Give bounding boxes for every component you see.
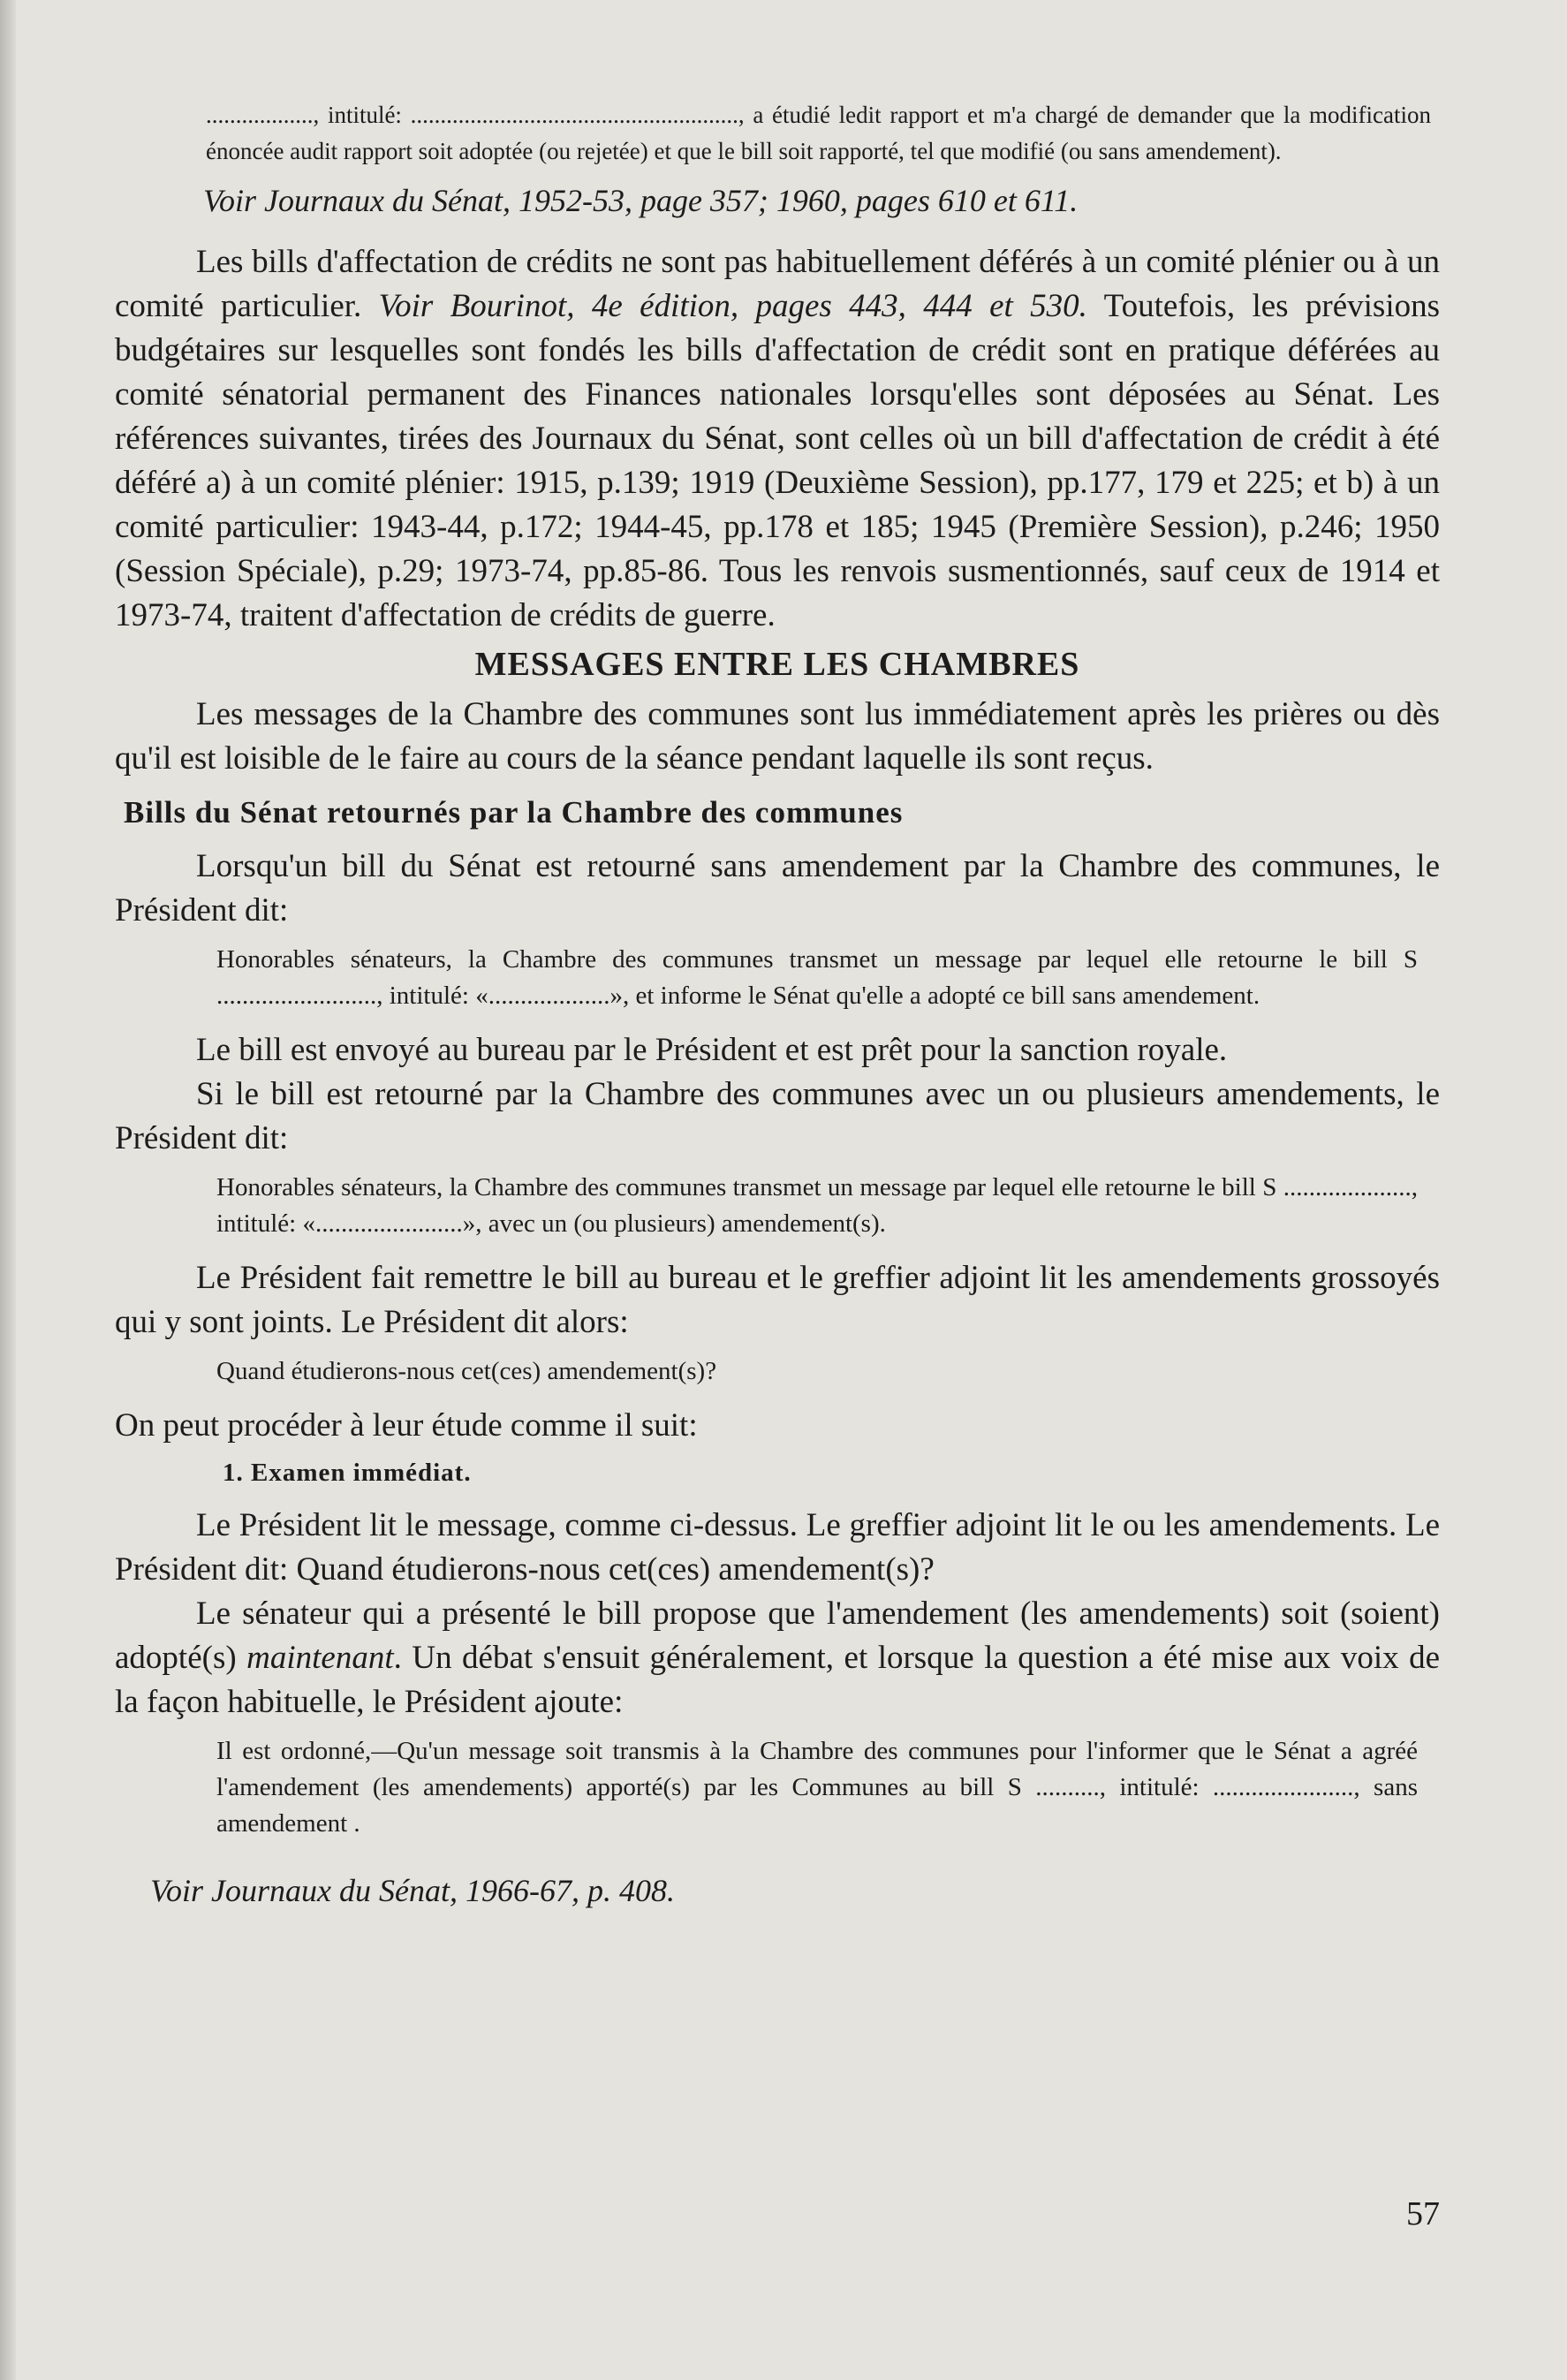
bourinot-reference: Voir Bourinot, 4e édition, pages 443, 444 et 530. — [378, 288, 1087, 324]
paragraph-procedure: On peut procéder à leur étude comme il suit: — [115, 1407, 698, 1444]
page-number: 57 — [1406, 2195, 1440, 2232]
document-page — [115, 97, 1440, 1909]
paragraph-messages-read: Les messages de la Chambre des communes sont lus immédiatement après les prières ou dès qu'il est loisible de le faire au cours de la séance pendant laquelle ils sont reçus. — [115, 696, 1440, 777]
page-spine-shadow — [0, 0, 16, 2380]
citation-journaux-2: Voir Journaux du Sénat, 1966-67, p. 408. — [150, 1873, 675, 1908]
paragraph-senator-proposes — [115, 1592, 1440, 1724]
paragraph-royal-assent: Le bill est envoyé au bureau par le Président et est prêt pour la sanction royale. — [196, 1032, 1228, 1068]
speaker-quote-with-amendments: Honorables sénateurs, la Chambre des communes transmet un message par lequel elle retourne le bill S ...................., intitulé: «.......................», avec un (ou plusieurs) amendement(s). — [216, 1173, 1418, 1238]
paragraph-senator-proposes-end: . Un débat s'ensuit généralement, et lorsque la question a été mise aux voix de la façon habituelle, le Président ajoute: — [115, 1640, 1440, 1720]
paragraph-appropriation-bills-start: Les bills d'affectation de crédits ne sont pas habituellement déférés à un comité plénier ou à un comité particulier. — [115, 244, 1440, 324]
speaker-quote-no-amendment: Honorables sénateurs, la Chambre des communes transmet un message par lequel elle retourne le bill S ........................., intitulé: «...................», et informe le Sénat qu'elle a adopté ce bill sans amendement. — [216, 945, 1418, 1010]
paragraph-clerk-reads: Le Président fait remettre le bill au bureau et le greffier adjoint lit les amendements grossoyés qui y sont joints. Le Président dit alors: — [115, 1260, 1440, 1340]
paragraph-reads-message: Le Président lit le message, comme ci-dessus. Le greffier adjoint lit le ou les amendements. Le Président dit: Quand étudierons-nous cet(ces) amendement(s)? — [115, 1507, 1440, 1588]
word-maintenant: maintenant — [246, 1640, 394, 1676]
paragraph-returned-without-amendment: Lorsqu'un bill du Sénat est retourné sans amendement par la Chambre des communes, le Président dit: — [115, 848, 1440, 929]
speaker-question: Quand étudierons-nous cet(ces) amendement(s)? — [216, 1357, 717, 1385]
paragraph-senator-proposes-start: Le sénateur qui a présenté le bill propose que l'amendement (les amendements) soit (soient) adopté(s) — [115, 1596, 1440, 1676]
citation-journaux-1: Voir Journaux du Sénat, 1952-53, page 357; 1960, pages 610 et 611. — [203, 183, 1079, 218]
paragraph-appropriation-bills-end: Toutefois, les prévisions budgétaires sur lesquelles sont fondés les bills d'affectation de crédit sont en pratique déférées au comité sénatorial permanent des Finances nationales lorsqu'elles sont déposées au Sénat. Les références suivantes, tirées des Journaux du Sénat, sont celles où un bill d'affectation de crédit à été déféré a) à un comité plénier: 1915, p.139; 1919 (Deuxième Session), pp.177, 179 et 225; et b) à un comité particulier: 1943-44, p.172; 1944-45, pp.178 et 185; 1945 (Première Session), p.246; 1950 (Session Spéciale), p.29; 1973-74, pp.85-86. Tous les renvois susmentionnés, sauf ceux de 1914 et 1973-74, traitent d'affectation de crédits de guerre. — [115, 288, 1441, 633]
report-form-text: .................., intitulé: ......................................................., a étudié ledit rapport et m'a chargé de demander que la modification énoncée audit rapport soit adoptée (ou rejetée) et que le bill soit rapporté, tel que modifié (ou sans amendement). — [206, 102, 1431, 164]
section-heading-messages: MESSAGES ENTRE LES CHAMBRES — [474, 646, 1080, 683]
paragraph-appropriation-bills — [115, 240, 1440, 638]
numbered-item-immediate-review: 1. Examen immédiat. — [223, 1459, 472, 1487]
subheading-senate-bills-returned: Bills du Sénat retournés par la Chambre des communes — [124, 795, 904, 830]
order-quote: Il est ordonné,—Qu'un message soit transmis à la Chambre des communes pour l'informer que le Sénat a agréé l'amendement (les amendements) apporté(s) par les Communes au bill S .........., intitulé: ......................, sans amendement . — [216, 1737, 1418, 1838]
paragraph-returned-with-amendments: Si le bill est retourné par la Chambre des communes avec un ou plusieurs amendements, le Président dit: — [115, 1076, 1440, 1156]
